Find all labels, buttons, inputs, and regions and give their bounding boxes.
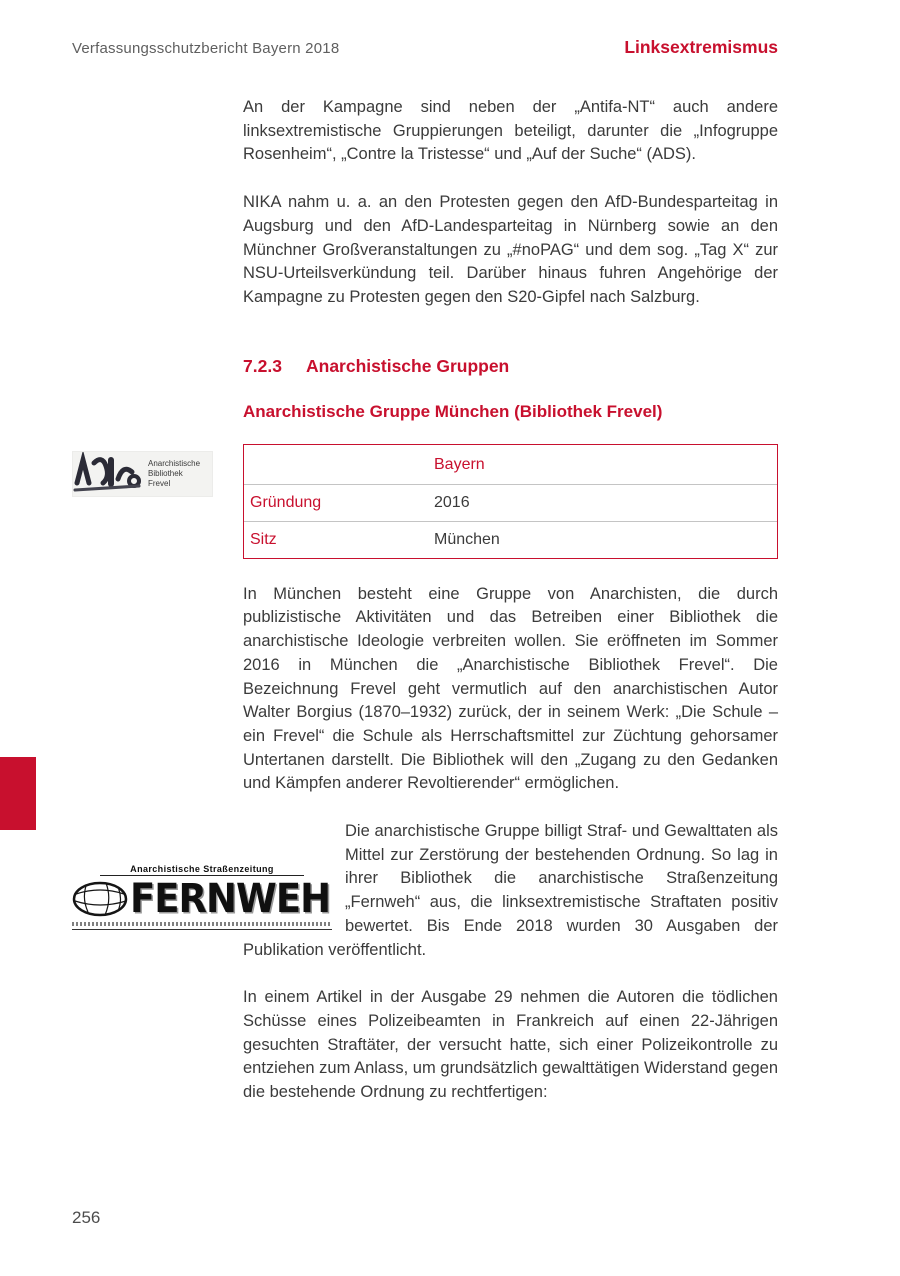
- info-table-column-header: Bayern: [434, 455, 485, 473]
- frevel-caption-line: Anarchistische: [148, 459, 201, 468]
- paragraph-with-logo-wrap: [243, 820, 778, 962]
- body-paragraph: In einem Artikel in der Ausgabe 29 nehmen die Autoren die tödlichen Schüsse eines Polizeibeamten in Frankreich auf einen 22-Jährigen gesuchten Straftäter, der versucht hatte, sich einer Polizeikontrolle zu entziehen zum Anlass, um grundsätzlich gewalttätigen Widerstand gegen die bestehende Ordnung zu rechtfertigen:: [243, 988, 778, 1102]
- frevel-caption-line: Frevel: [148, 479, 171, 488]
- page-number: 256: [72, 1208, 101, 1227]
- frevel-caption-line: Bibliothek: [148, 469, 183, 478]
- section-heading: [243, 354, 778, 378]
- section-title: Anarchistische Gruppen: [306, 355, 510, 376]
- table-row: [244, 485, 777, 522]
- table-row-value: München: [434, 531, 500, 549]
- table-row-label: Sitz: [250, 531, 277, 549]
- chapter-title: Linksextremismus: [624, 37, 778, 57]
- body-paragraph: An der Kampagne sind neben der „Antifa-NT“ auch andere linksextremistische Gruppierungen beteiligt, darunter die „Infogruppe Rosenheim“, „Contre la Tristesse“ und „Auf der Suche“ (ADS).: [243, 98, 778, 164]
- body-paragraph: NIKA nahm u. a. an den Protesten gegen den AfD-Bundesparteitag in Augsburg und den AfD-Landesparteitag in Nürnberg sowie an den Münchner Großveranstaltungen zu „#noPAG“ und dem sog. „Tag X“ zur NSU-Urteilsverkündung teil. Darüber hinaus fuhren Angehörige der Kampagne zu Protesten gegen den S20-Gipfel nach Salzburg.: [243, 193, 778, 306]
- frevel-logo-caption: [148, 459, 200, 489]
- info-table: [243, 444, 778, 559]
- report-title: Verfassungsschutzbericht Bayern 2018: [72, 40, 340, 57]
- graffiti-icon: [72, 452, 144, 496]
- info-table-header-row: [244, 445, 777, 486]
- info-table-empty-cell: [244, 445, 434, 485]
- section-number: 7.2.3: [243, 355, 282, 376]
- table-row: [244, 522, 777, 558]
- chapter-thumb-marker: [0, 757, 36, 830]
- globe-icon: [72, 878, 130, 920]
- fernweh-title: FERNWEH: [130, 875, 331, 922]
- fernweh-tagline: Anarchistische Straßenzeitung: [100, 864, 304, 876]
- body-column: [243, 96, 778, 1129]
- table-row-label: Gründung: [250, 494, 322, 512]
- logo-wrap-spacer: [243, 820, 345, 915]
- frevel-library-logo: [72, 451, 213, 497]
- body-paragraph: In München besteht eine Gruppe von Anarchisten, die durch publizistische Aktivitäten und das Betreiben einer Bibliothek die anarchistische Ideologie verbreiten wollen. Sie eröffneten im Sommer 2016 in München die „Anarchistische Bibliothek Frevel“. Die Bezeichnung Frevel geht vermutlich auf den anarchistischen Autor Walter Borgius (1870–1932) zurück, der in seinem Werk: „Die Schule – ein Frevel“ die Schule als Herrschaftsmittel zur Züchtung gehorsamer Untertanen darstellt. Die Bibliothek will den „Zugang zu den Gedanken und Kämpfen anderer Revoltierender“ ermöglichen.: [243, 584, 778, 793]
- subsection-heading: Anarchistische Gruppe München (Bibliothek Frevel): [243, 401, 663, 421]
- page-header: [72, 37, 778, 58]
- table-row-value: 2016: [434, 494, 470, 512]
- body-paragraph: Die anarchistische Gruppe billigt Straf- und Gewalttaten als Mittel zur Zerstörung der bestehenden Ordnung. So lag in ihrer Bibliothek die anarchistische Straßenzeitung „Fernweh“ aus, die linksextremistische Straftaten positiv bewertet. Bis Ende 2018 wurden 30 Ausgaben der Publikation veröffentlicht.: [243, 822, 778, 959]
